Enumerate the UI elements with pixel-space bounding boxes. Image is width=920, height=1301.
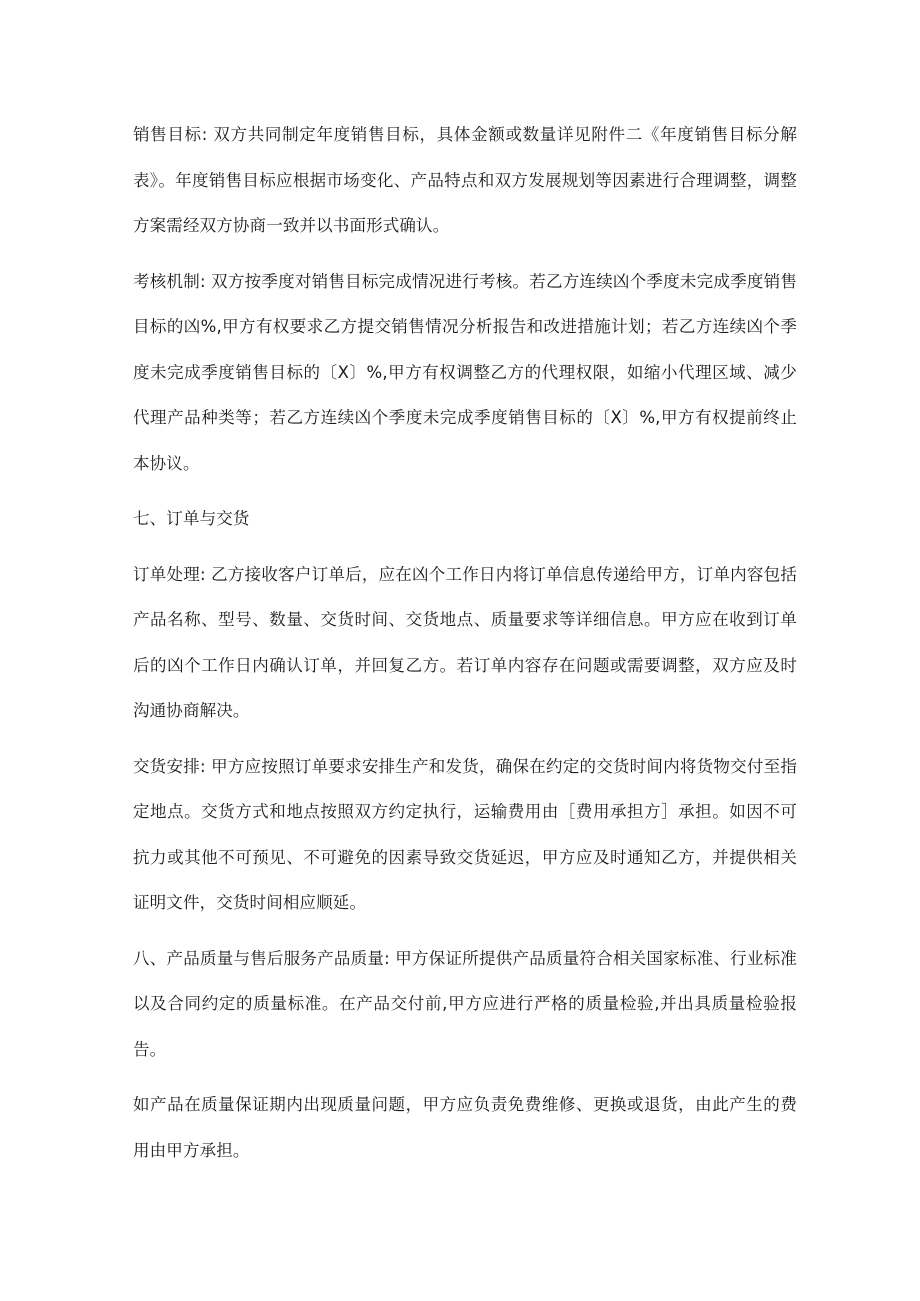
paragraph-sales-target: 销售目标: 双方共同制定年度销售目标，具体金额或数量详见附件二《年度销售目标分解表》。年度销售目标应根据市场变化、产品特点和双方发展规划等因素进行合理调整，调整方案需经双方协商一致并以书面形式确认。 [133, 125, 797, 235]
paragraph-delivery-arrangement: 交货安排: 甲方应按照订单要求安排生产和发货，确保在约定的交货时间内将货物交付至指定地点。交货方式和地点按照双方约定执行，运输费用由［费用承担方］承担。如因不可抗力或其他不可预见、不可避免的因素导致交货延迟，甲方应及时通知乙方，并提供相关证明文件，交货时间相应顺延。 [133, 756, 797, 912]
paragraph-product-quality: 八、产品质量与售后服务产品质量: 甲方保证所提供产品质量符合相关国家标准、行业标准以及合同约定的质量标准。在产品交付前,甲方应进行严格的质量检验,并出具质量检验报告。 [133, 948, 797, 1059]
paragraph-quality-warranty: 如产品在质量保证期内出现质量问题，甲方应负责免费维修、更换或退货，由此产生的费用由甲方承担。 [133, 1095, 797, 1160]
document-body [133, 112, 797, 1183]
paragraph-order-processing: 订单处理: 乙方接收客户订单后，应在凶个工作日内将订单信息传递给甲方，订单内容包括产品名称、型号、数量、交货时间、交货地点、质量要求等详细信息。甲方应在收到订单后的凶个工作日内确认订单，并回复乙方。若订单内容存在问题或需要调整，双方应及时沟通协商解决。 [133, 564, 797, 720]
section-heading-orders-delivery: 七、订单与交货 [133, 509, 250, 528]
paragraph-assessment-mechanism: 考核机制: 双方按季度对销售目标完成情况进行考核。若乙方连续凶个季度未完成季度销售目标的凶%,甲方有权要求乙方提交销售情况分析报告和改进措施计划；若乙方连续凶个季度未完成季度销售目标的〔X〕%,甲方有权调整乙方的代理权限，如缩小代理区域、减少代理产品种类等；若乙方连续凶个季度未完成季度销售目标的〔X〕%,甲方有权提前终止本协议。 [133, 271, 797, 473]
